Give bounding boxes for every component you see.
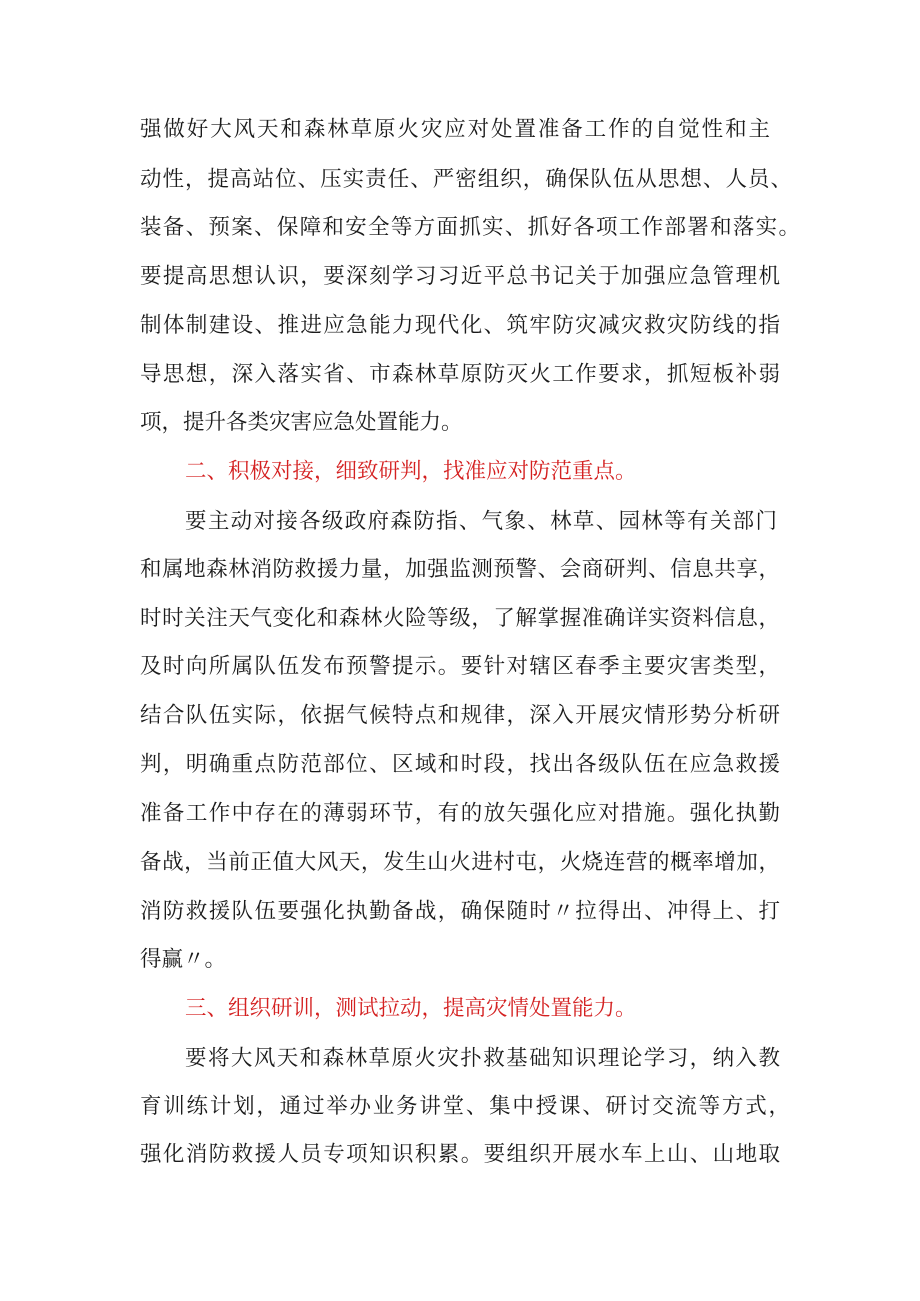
section-heading-3: 三、组织研训，测试拉动，提高灾情处置能力。 [185, 996, 637, 1021]
paragraph-line: 准备工作中存在的薄弱环节，有的放矢强化应对措施。强化执勤 [140, 801, 780, 826]
paragraph-line: 结合队伍实际，依据气候特点和规律，深入开展灾情形势分析研 [140, 703, 780, 728]
paragraph-line: 项，提升各类灾害应急处置能力。 [140, 410, 463, 435]
paragraph-line: 制体制建设、推进应急能力现代化、筑牢防灾减灾救灾防线的指 [140, 313, 780, 338]
section-heading-2: 二、积极对接，细致研判，找准应对防范重点。 [185, 459, 637, 484]
paragraph-line: 及时向所属队伍发布预警提示。要针对辖区春季主要灾害类型， [140, 654, 780, 679]
paragraph-line: 判，明确重点防范部位、区域和时段，找出各级队伍在应急救援 [140, 752, 780, 777]
paragraph-line: 强化消防救援人员专项知识积累。要组织开展水车上山、山地取 [140, 1142, 780, 1167]
paragraph-line: 要提高思想认识，要深刻学习习近平总书记关于加强应急管理机 [140, 264, 780, 289]
paragraph-line: 导思想，深入落实省、市森林草原防灭火工作要求，抓短板补弱 [140, 362, 780, 387]
paragraph-line: 要主动对接各级政府森防指、气象、林草、园林等有关部门 [185, 509, 777, 534]
paragraph-line: 装备、预案、保障和安全等方面抓实、抓好各项工作部署和落实。 [140, 215, 800, 240]
paragraph-line: 育训练计划，通过举办业务讲堂、集中授课、研讨交流等方式， [140, 1094, 790, 1119]
paragraph-line: 消防救援队伍要强化执勤备战，确保随时〃拉得出、冲得上、打 [140, 899, 780, 924]
paragraph-line: 要将大风天和森林草原火灾扑救基础知识理论学习，纳入教 [185, 1046, 780, 1071]
paragraph-line: 动性，提高站位、压实责任、严密组织，确保队伍从思想、人员、 [140, 167, 792, 192]
paragraph-line: 强做好大风天和森林草原火灾应对处置准备工作的自觉性和主 [140, 117, 770, 142]
paragraph-line: 备战，当前正值大风天，发生山火进村屯，火烧连营的概率增加， [140, 850, 780, 875]
paragraph-line: 得赢〃。 [140, 947, 227, 972]
paragraph-line: 和属地森林消防救援力量，加强监测预警、会商研判、信息共享， [140, 557, 780, 582]
paragraph-line: 时时关注天气变化和森林火险等级，了解掌握准确详实资料信息， [140, 606, 780, 631]
